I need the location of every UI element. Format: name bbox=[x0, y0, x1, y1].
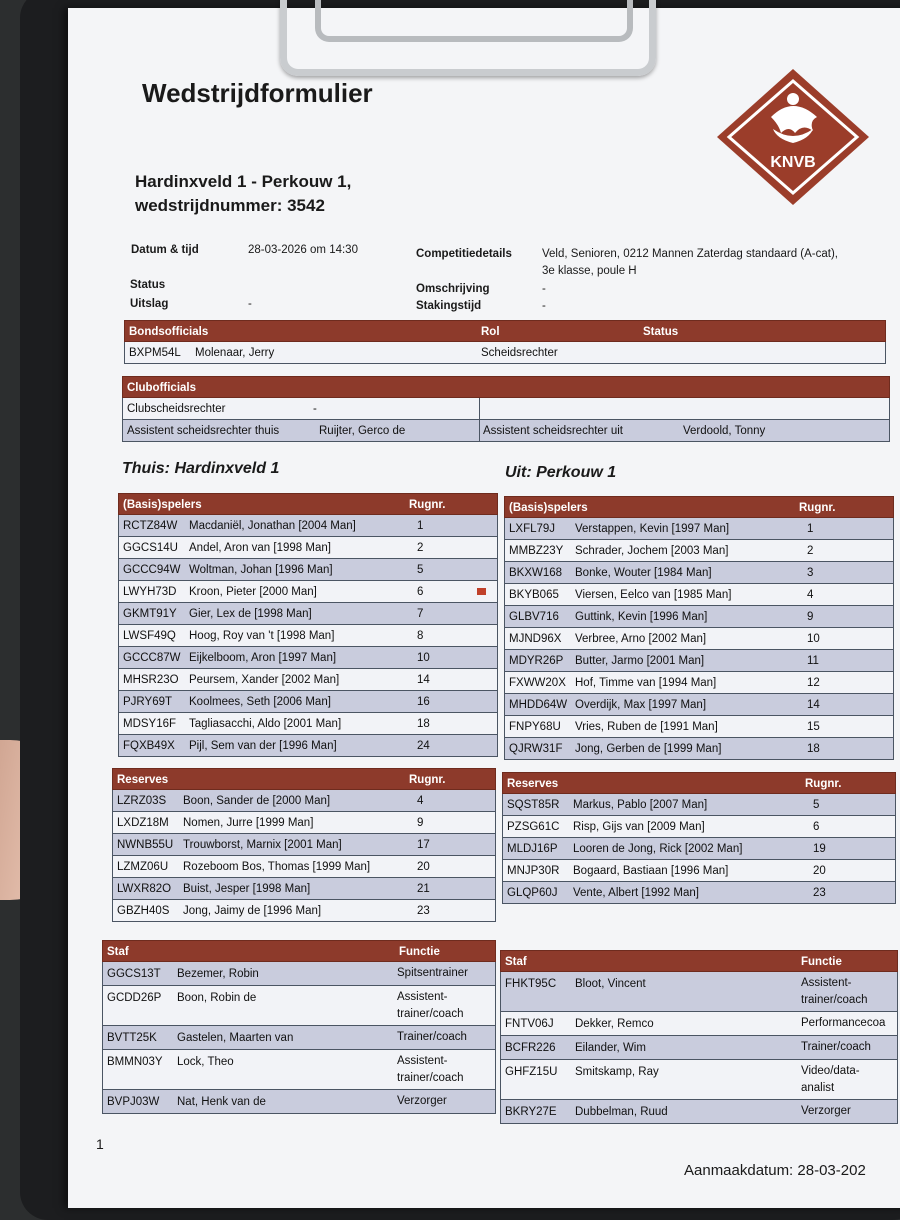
staff-name: Bloot, Vincent bbox=[575, 978, 646, 990]
away-rugnr-title: Rugnr. bbox=[799, 502, 836, 514]
player-code: MDSY16F bbox=[123, 718, 177, 730]
table-row bbox=[122, 398, 890, 420]
clubofficials-title: Clubofficials bbox=[127, 382, 197, 394]
col-status: Status bbox=[643, 326, 679, 338]
player-name: Vente, Albert [1992 Man] bbox=[573, 887, 699, 899]
player-code: GLBV716 bbox=[509, 611, 559, 623]
player-code: MMBZ23Y bbox=[509, 545, 564, 557]
player-number: 8 bbox=[417, 630, 424, 642]
table-row bbox=[500, 1100, 898, 1124]
staff-name: Dubbelman, Ruud bbox=[575, 1106, 668, 1118]
ass-uit-label: Assistent scheidsrechter uit bbox=[483, 425, 623, 437]
table-row bbox=[118, 625, 498, 647]
table-row bbox=[118, 581, 498, 603]
staff-function: Video/data- bbox=[801, 1065, 860, 1077]
ass-thuis-label: Assistent scheidsrechter thuis bbox=[127, 425, 280, 437]
player-name: Macdaniël, Jonathan [2004 Man] bbox=[189, 520, 356, 532]
player-number: 1 bbox=[807, 523, 814, 535]
player-number: 20 bbox=[417, 861, 430, 873]
player-code: FQXB49X bbox=[123, 740, 175, 752]
player-name: Hoog, Roy van 't [1998 Man] bbox=[189, 630, 335, 642]
player-number: 19 bbox=[813, 843, 826, 855]
table-row bbox=[102, 1050, 496, 1090]
staff-function: Assistent- bbox=[397, 1055, 448, 1067]
player-code: LZRZ03S bbox=[117, 795, 167, 807]
away-staf-title: Staf bbox=[505, 956, 527, 968]
table-row bbox=[500, 1036, 898, 1060]
ass-thuis-value: Ruijter, Gerco de bbox=[319, 425, 406, 437]
player-code: FNPY68U bbox=[509, 721, 561, 733]
status-label: Status bbox=[130, 279, 166, 291]
clubscheids-label: Clubscheidsrechter bbox=[127, 403, 226, 415]
player-number: 7 bbox=[417, 608, 424, 620]
player-code: MJND96X bbox=[509, 633, 562, 645]
competitie-label: Competitiedetails bbox=[416, 248, 512, 260]
staff-code: BMMN03Y bbox=[107, 1056, 163, 1068]
table-row bbox=[504, 628, 894, 650]
player-code: PJRY69T bbox=[123, 696, 173, 708]
table-row bbox=[500, 972, 898, 1012]
player-code: GLQP60J bbox=[507, 887, 558, 899]
player-name: Gier, Lex de [1998 Man] bbox=[189, 608, 312, 620]
home-reserves-rugnr: Rugnr. bbox=[409, 774, 446, 786]
home-reserves-header bbox=[112, 768, 496, 790]
aanmaak-datum: Aanmaakdatum: 28-03-202 bbox=[684, 1162, 866, 1179]
player-code: SQST85R bbox=[507, 799, 560, 811]
player-code: MDYR26P bbox=[509, 655, 564, 667]
table-row bbox=[504, 584, 894, 606]
player-name: Vries, Ruben de [1991 Man] bbox=[575, 721, 718, 733]
table-row bbox=[502, 860, 896, 882]
home-basis-title: (Basis)spelers bbox=[123, 499, 202, 511]
staking-label: Stakingstijd bbox=[416, 300, 482, 312]
table-row bbox=[118, 713, 498, 735]
away-reserves-table bbox=[502, 772, 896, 904]
bondsofficials-header bbox=[124, 320, 886, 342]
table-row bbox=[102, 962, 496, 986]
staff-function: Assistent- bbox=[801, 977, 852, 989]
table-row bbox=[502, 838, 896, 860]
table-row bbox=[118, 691, 498, 713]
player-name: Jong, Gerben de [1999 Man] bbox=[575, 743, 722, 755]
away-reserves-title: Reserves bbox=[507, 778, 559, 790]
staff-name: Smitskamp, Ray bbox=[575, 1066, 659, 1078]
staff-name: Gastelen, Maarten van bbox=[177, 1032, 294, 1044]
bondsofficials-table bbox=[124, 320, 886, 364]
player-name: Buist, Jesper [1998 Man] bbox=[183, 883, 311, 895]
player-name: Risp, Gijs van [2009 Man] bbox=[573, 821, 705, 833]
table-row bbox=[112, 812, 496, 834]
datum-value: 28-03-2026 om 14:30 bbox=[248, 244, 358, 256]
player-number: 6 bbox=[813, 821, 820, 833]
official-name: Molenaar, Jerry bbox=[195, 347, 275, 359]
table-row bbox=[504, 716, 894, 738]
player-name: Bonke, Wouter [1984 Man] bbox=[575, 567, 712, 579]
player-number: 18 bbox=[417, 718, 430, 730]
table-row bbox=[118, 515, 498, 537]
player-number: 23 bbox=[417, 905, 430, 917]
staff-function: Trainer/coach bbox=[397, 1031, 467, 1043]
staff-name: Boon, Robin de bbox=[177, 992, 257, 1004]
match-form-page bbox=[68, 8, 900, 1208]
table-row bbox=[504, 650, 894, 672]
player-name: Koolmees, Seth [2006 Man] bbox=[189, 696, 331, 708]
omschrijving-label: Omschrijving bbox=[416, 283, 490, 295]
table-row bbox=[504, 606, 894, 628]
player-number: 14 bbox=[807, 699, 820, 711]
svg-text:KNVB: KNVB bbox=[770, 154, 816, 171]
away-staff-table bbox=[500, 950, 898, 1124]
table-row bbox=[118, 537, 498, 559]
away-functie-title: Functie bbox=[801, 956, 842, 968]
player-number: 4 bbox=[417, 795, 424, 807]
staff-function: Verzorger bbox=[397, 1095, 447, 1107]
clubofficials-header bbox=[122, 376, 890, 398]
staff-name: Bezemer, Robin bbox=[177, 968, 259, 980]
table-row bbox=[122, 420, 890, 442]
player-name: Overdijk, Max [1997 Man] bbox=[575, 699, 707, 711]
table-row bbox=[112, 790, 496, 812]
player-name: Looren de Jong, Rick [2002 Man] bbox=[573, 843, 743, 855]
player-name: Hof, Timme van [1994 Man] bbox=[575, 677, 717, 689]
player-name: Peursem, Xander [2002 Man] bbox=[189, 674, 340, 686]
player-code: BKXW168 bbox=[509, 567, 563, 579]
table-row bbox=[502, 882, 896, 904]
table-row bbox=[118, 603, 498, 625]
player-number: 6 bbox=[417, 586, 424, 598]
player-code: RCTZ84W bbox=[123, 520, 178, 532]
player-code: LZMZ06U bbox=[117, 861, 169, 873]
player-number: 5 bbox=[813, 799, 820, 811]
away-players-header bbox=[504, 496, 894, 518]
table-row bbox=[118, 669, 498, 691]
player-code: LXDZ18M bbox=[117, 817, 169, 829]
staff-function-line2: analist bbox=[801, 1082, 835, 1094]
away-title: Uit: Perkouw 1 bbox=[505, 464, 617, 481]
uitslag-label: Uitslag bbox=[130, 298, 169, 310]
home-reserves-title: Reserves bbox=[117, 774, 169, 786]
player-code: PZSG61C bbox=[507, 821, 560, 833]
player-number: 5 bbox=[417, 564, 424, 576]
knvb-logo-graphic bbox=[713, 67, 873, 207]
player-number: 15 bbox=[807, 721, 820, 733]
staff-function-line2: trainer/coach bbox=[397, 1008, 464, 1020]
staff-code: FNTV06J bbox=[505, 1018, 554, 1030]
player-number: 20 bbox=[813, 865, 826, 877]
table-row bbox=[102, 986, 496, 1026]
table-row bbox=[102, 1026, 496, 1050]
player-number: 17 bbox=[417, 839, 430, 851]
table-row bbox=[504, 738, 894, 760]
away-players-table bbox=[504, 496, 894, 760]
player-code: MNJP30R bbox=[507, 865, 560, 877]
player-name: Butter, Jarmo [2001 Man] bbox=[575, 655, 705, 667]
player-name: Trouwborst, Marnix [2001 Man] bbox=[183, 839, 342, 851]
home-players-table bbox=[118, 493, 498, 757]
player-code: MLDJ16P bbox=[507, 843, 558, 855]
player-number: 2 bbox=[417, 542, 424, 554]
table-row bbox=[118, 735, 498, 757]
player-code: GGCS14U bbox=[123, 542, 178, 554]
home-functie-title: Functie bbox=[399, 946, 440, 958]
player-name: Viersen, Eelco van [1985 Man] bbox=[575, 589, 732, 601]
staff-code: GCDD26P bbox=[107, 992, 162, 1004]
table-row bbox=[112, 856, 496, 878]
staff-name: Nat, Henk van de bbox=[177, 1096, 266, 1108]
staff-function: Spitsentrainer bbox=[397, 967, 468, 979]
player-code: NWNB55U bbox=[117, 839, 174, 851]
staff-function-line2: trainer/coach bbox=[397, 1072, 464, 1084]
player-number: 24 bbox=[417, 740, 430, 752]
match-teams: Hardinxveld 1 - Perkouw 1, bbox=[135, 172, 352, 191]
table-row bbox=[504, 562, 894, 584]
player-code: LXFL79J bbox=[509, 523, 556, 535]
home-rugnr-title: Rugnr. bbox=[409, 499, 446, 511]
staff-function: Verzorger bbox=[801, 1105, 851, 1117]
away-reserves-rugnr: Rugnr. bbox=[805, 778, 842, 790]
page-number: 1 bbox=[96, 1136, 104, 1152]
table-row bbox=[504, 518, 894, 540]
staff-function: Performancecoa bbox=[801, 1017, 886, 1029]
clubscheids-value: - bbox=[313, 403, 317, 415]
staff-code: GHFZ15U bbox=[505, 1066, 558, 1078]
staking-value: - bbox=[542, 300, 546, 312]
player-name: Schrader, Jochem [2003 Man] bbox=[575, 545, 729, 557]
uitslag-value: - bbox=[248, 298, 252, 310]
table-row bbox=[500, 1012, 898, 1036]
player-number: 21 bbox=[417, 883, 430, 895]
table-row bbox=[504, 540, 894, 562]
table-row bbox=[112, 878, 496, 900]
player-number: 4 bbox=[807, 589, 814, 601]
bondsofficials-title: Bondsofficials bbox=[129, 326, 209, 338]
staff-code: BVPJ03W bbox=[107, 1096, 160, 1108]
player-name: Markus, Pablo [2007 Man] bbox=[573, 799, 708, 811]
match-number: 3542 bbox=[287, 196, 325, 215]
player-code: GCCC94W bbox=[123, 564, 181, 576]
player-code: LWXR82O bbox=[117, 883, 172, 895]
player-name: Woltman, Johan [1996 Man] bbox=[189, 564, 333, 576]
player-code: MHDD64W bbox=[509, 699, 568, 711]
player-number: 10 bbox=[807, 633, 820, 645]
player-name: Tagliasacchi, Aldo [2001 Man] bbox=[189, 718, 342, 730]
player-name: Andel, Aron van [1998 Man] bbox=[189, 542, 331, 554]
staff-function: Trainer/coach bbox=[801, 1041, 871, 1053]
away-basis-title: (Basis)spelers bbox=[509, 502, 588, 514]
staff-name: Lock, Theo bbox=[177, 1056, 234, 1068]
player-name: Rozeboom Bos, Thomas [1999 Man] bbox=[183, 861, 371, 873]
player-number: 2 bbox=[807, 545, 814, 557]
player-number: 12 bbox=[807, 677, 820, 689]
home-staf-title: Staf bbox=[107, 946, 129, 958]
player-code: QJRW31F bbox=[509, 743, 563, 755]
competitie-value-1: Veld, Senioren, 0212 Mannen Zaterdag standaard (A-cat), bbox=[542, 248, 838, 260]
staff-code: BKRY27E bbox=[505, 1106, 557, 1118]
player-number: 11 bbox=[807, 655, 819, 667]
staff-name: Eilander, Wim bbox=[575, 1042, 646, 1054]
clipboard-clip bbox=[280, 0, 656, 76]
player-code: LWYH73D bbox=[123, 586, 177, 598]
player-code: FXWW20X bbox=[509, 677, 566, 689]
away-reserves-header bbox=[502, 772, 896, 794]
player-name: Pijl, Sem van der [1996 Man] bbox=[189, 740, 337, 752]
player-number: 10 bbox=[417, 652, 430, 664]
player-name: Jong, Jaimy de [1996 Man] bbox=[183, 905, 322, 917]
player-number: 16 bbox=[417, 696, 430, 708]
table-row bbox=[112, 900, 496, 922]
knvb-logo bbox=[713, 67, 873, 207]
player-code: GBZH40S bbox=[117, 905, 170, 917]
omschrijving-value: - bbox=[542, 283, 546, 295]
home-players-header bbox=[118, 493, 498, 515]
clubofficials-table bbox=[122, 376, 890, 442]
match-number-label: wedstrijdnummer: bbox=[135, 196, 283, 215]
match-heading bbox=[135, 170, 351, 218]
away-staff-header bbox=[500, 950, 898, 972]
staff-code: BVTT25K bbox=[107, 1032, 157, 1044]
player-code: GCCC87W bbox=[123, 652, 181, 664]
ass-uit-value: Verdoold, Tonny bbox=[683, 425, 766, 437]
home-title: Thuis: Hardinxveld 1 bbox=[122, 460, 280, 477]
table-row bbox=[502, 794, 896, 816]
datum-label: Datum & tijd bbox=[131, 244, 199, 256]
table-row bbox=[124, 342, 886, 364]
staff-code: BCFR226 bbox=[505, 1042, 556, 1054]
staff-name: Dekker, Remco bbox=[575, 1018, 654, 1030]
player-number: 18 bbox=[807, 743, 820, 755]
player-name: Boon, Sander de [2000 Man] bbox=[183, 795, 331, 807]
staff-code: GGCS13T bbox=[107, 968, 161, 980]
table-row bbox=[500, 1060, 898, 1100]
player-code: GKMT91Y bbox=[123, 608, 177, 620]
table-row bbox=[502, 816, 896, 838]
card-icon bbox=[477, 588, 486, 595]
col-rol: Rol bbox=[481, 326, 500, 338]
player-code: LWSF49Q bbox=[123, 630, 176, 642]
player-number: 9 bbox=[417, 817, 424, 829]
official-code: BXPM54L bbox=[129, 347, 181, 359]
player-number: 3 bbox=[807, 567, 814, 579]
staff-function-line2: trainer/coach bbox=[801, 994, 868, 1006]
competitie-value-2: 3e klasse, poule H bbox=[542, 265, 637, 277]
player-name: Verstappen, Kevin [1997 Man] bbox=[575, 523, 730, 535]
player-name: Guttink, Kevin [1996 Man] bbox=[575, 611, 708, 623]
player-number: 9 bbox=[807, 611, 814, 623]
home-reserves-table bbox=[112, 768, 496, 922]
table-row bbox=[118, 559, 498, 581]
player-number: 14 bbox=[417, 674, 430, 686]
player-number: 1 bbox=[417, 520, 424, 532]
table-row bbox=[504, 672, 894, 694]
table-row bbox=[504, 694, 894, 716]
staff-code: FHKT95C bbox=[505, 978, 557, 990]
table-row bbox=[112, 834, 496, 856]
player-code: MHSR23O bbox=[123, 674, 179, 686]
table-row bbox=[118, 647, 498, 669]
player-name: Nomen, Jurre [1999 Man] bbox=[183, 817, 314, 829]
player-name: Bogaard, Bastiaan [1996 Man] bbox=[573, 865, 729, 877]
player-name: Verbree, Arno [2002 Man] bbox=[575, 633, 707, 645]
page-title: Wedstrijdformulier bbox=[142, 78, 373, 108]
player-name: Kroon, Pieter [2000 Man] bbox=[189, 586, 317, 598]
official-rol: Scheidsrechter bbox=[481, 347, 558, 359]
player-number: 23 bbox=[813, 887, 826, 899]
player-code: BKYB065 bbox=[509, 589, 559, 601]
player-name: Eijkelboom, Aron [1997 Man] bbox=[189, 652, 337, 664]
staff-function: Assistent- bbox=[397, 991, 448, 1003]
home-staff-header bbox=[102, 940, 496, 962]
table-row bbox=[102, 1090, 496, 1114]
home-staff-table bbox=[102, 940, 496, 1114]
